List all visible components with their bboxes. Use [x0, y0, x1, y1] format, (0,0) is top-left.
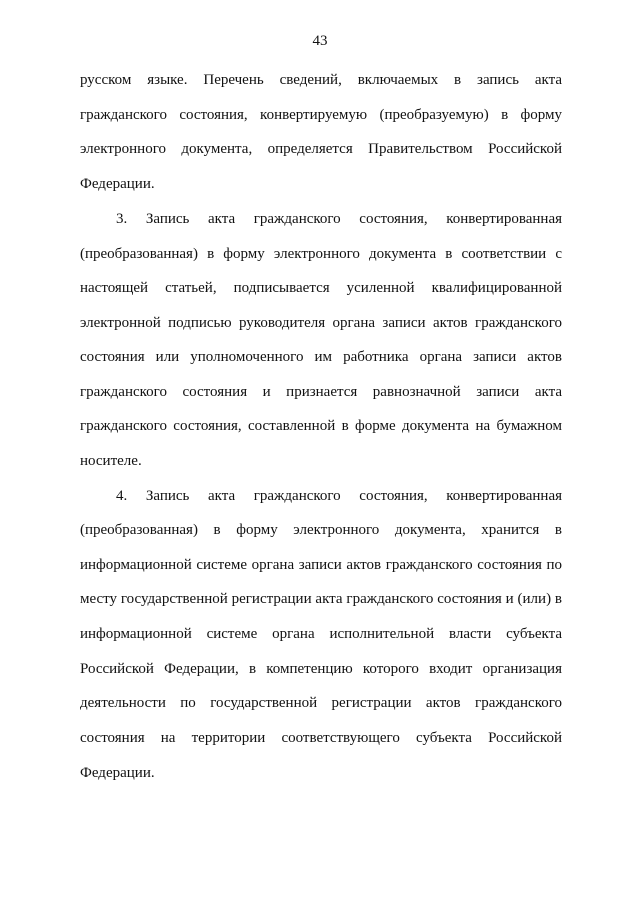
- text-line: состояния или уполномоченного им работника органа записи актов: [80, 349, 562, 365]
- text-line: гражданского состояния, составленной в форме документа на бумажном: [80, 418, 562, 434]
- text-line: 3. Запись акта гражданского состояния, конвертированная: [116, 211, 562, 227]
- text-line: (преобразованная) в форму электронного документа в соответствии с: [80, 246, 562, 262]
- text-line: (преобразованная) в форму электронного документа, хранится в: [80, 522, 562, 538]
- page-number: 43: [312, 33, 328, 49]
- text-line: русском языке. Перечень сведений, включаемых в запись акта: [80, 72, 562, 88]
- text-line: информационной системе органа исполнительной власти субъекта: [80, 626, 562, 642]
- text-line: электронной подписью руководителя органа записи актов гражданского: [80, 315, 562, 331]
- text-line: гражданского состояния и признается равнозначной записи акта: [80, 384, 562, 400]
- text-line: деятельности по государственной регистрации актов гражданского: [80, 695, 562, 711]
- text-line: Российской Федерации, в компетенцию которого входит организация: [80, 661, 562, 677]
- text-line: Федерации.: [80, 176, 155, 192]
- text-line: 4. Запись акта гражданского состояния, конвертированная: [116, 488, 562, 504]
- text-line: гражданского состояния, конвертируемую (преобразуемую) в форму: [80, 107, 562, 123]
- text-line: электронного документа, определяется Правительством Российской: [80, 141, 562, 157]
- text-line: настоящей статьей, подписывается усиленной квалифицированной: [80, 280, 562, 296]
- text-line: Федерации.: [80, 765, 155, 781]
- text-line: носителе.: [80, 453, 142, 469]
- text-line: месту государственной регистрации акта гражданского состояния и (или) в: [80, 591, 562, 607]
- text-line: информационной системе органа записи актов гражданского состояния по: [80, 557, 562, 573]
- text-line: состояния на территории соответствующего субъекта Российской: [80, 730, 562, 746]
